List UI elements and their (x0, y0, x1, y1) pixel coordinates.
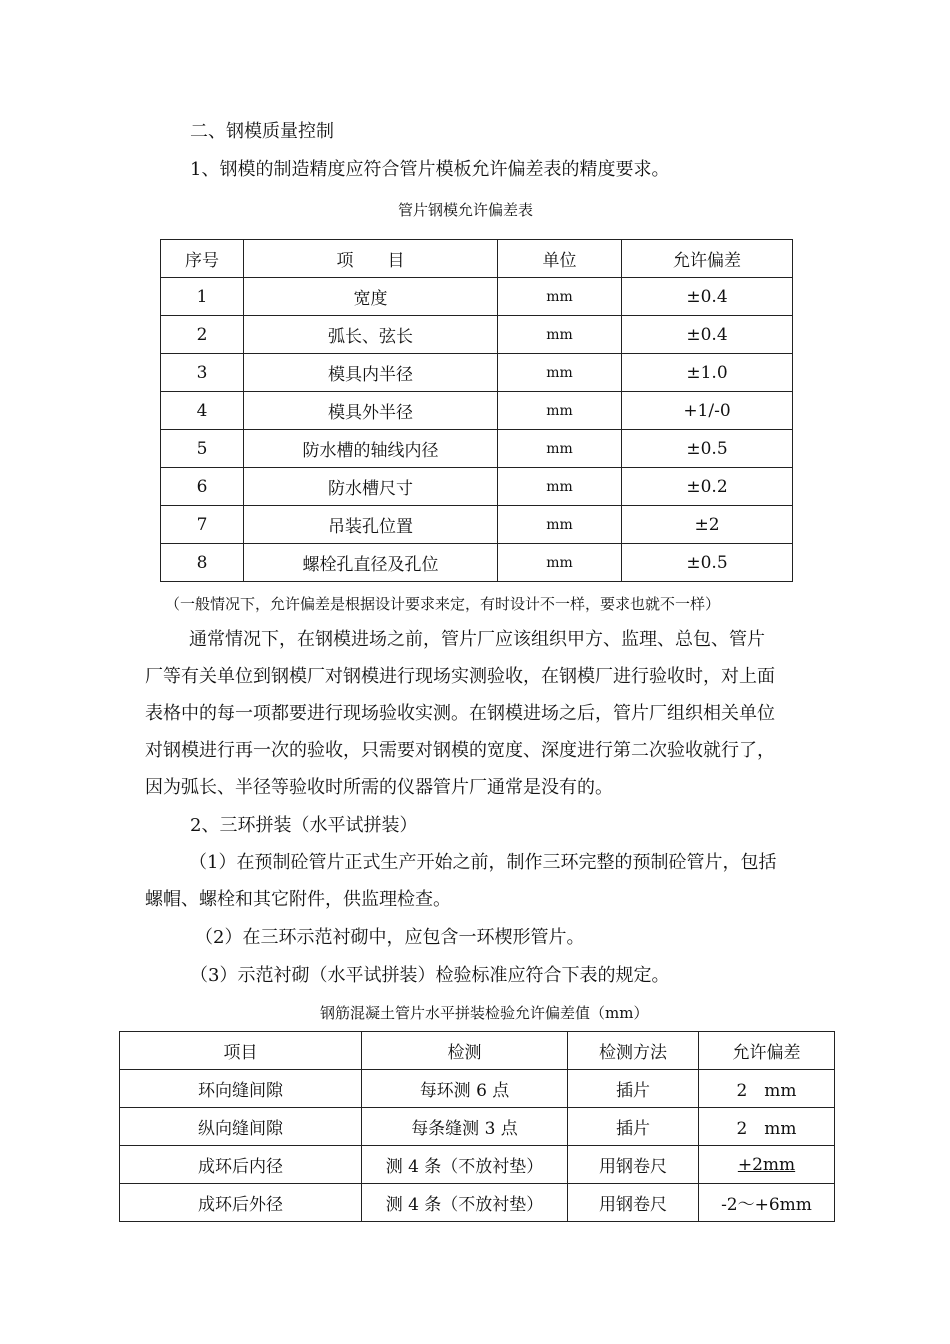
header-cell: 项目 (120, 1032, 362, 1070)
paragraph-line: 对钢模进行再一次的验收，只需要对钢模的宽度、深度进行第二次验收就行了， (145, 740, 775, 761)
tolerance-value: +2mm (737, 1154, 796, 1175)
row-index: 3 (161, 354, 244, 392)
sub-item-2: （2）在三环示范衬砌中，应包含一环楔形管片。 (195, 927, 585, 948)
row-tolerance: ±1.0 (622, 354, 793, 392)
row-item: 宽度 (244, 278, 498, 316)
table-row (120, 1146, 835, 1184)
row-unit: mm (498, 392, 622, 430)
row-item: 防水槽尺寸 (244, 468, 498, 506)
row-item: 模具内半径 (244, 354, 498, 392)
table-header-row (161, 240, 793, 278)
row-tolerance: +1/-0 (622, 392, 793, 430)
row-method: 插片 (568, 1108, 699, 1146)
header-cell: 允许偏差 (699, 1032, 835, 1070)
row-index: 7 (161, 506, 244, 544)
row-unit: mm (498, 544, 622, 582)
row-tolerance: ±0.4 (622, 278, 793, 316)
row-method: 用钢卷尺 (568, 1184, 699, 1222)
row-tolerance: ±2 (622, 506, 793, 544)
table-row (161, 392, 793, 430)
header-cell: 检测方法 (568, 1032, 699, 1070)
row-tolerance: -2～+6mm (699, 1184, 835, 1222)
row-unit: mm (498, 506, 622, 544)
table-row (161, 354, 793, 392)
paragraph-line: 因为弧长、半径等验收时所需的仪器管片厂通常是没有的。 (145, 777, 613, 798)
acceptance-paragraph (145, 621, 813, 806)
row-index: 8 (161, 544, 244, 582)
row-index: 5 (161, 430, 244, 468)
table-row (161, 430, 793, 468)
row-method: 用钢卷尺 (568, 1146, 699, 1184)
row-check: 每条缝测 3 点 (362, 1108, 568, 1146)
row-index: 4 (161, 392, 244, 430)
sub-item-1 (145, 844, 813, 918)
header-cell: 单位 (498, 240, 622, 278)
row-unit: mm (498, 430, 622, 468)
row-item: 成环后外径 (120, 1184, 362, 1222)
row-item: 成环后内径 (120, 1146, 362, 1184)
row-check: 测 4 条（不放衬垫） (362, 1146, 568, 1184)
row-check: 每环测 6 点 (362, 1070, 568, 1108)
row-item: 防水槽的轴线内径 (244, 430, 498, 468)
table-row (120, 1184, 835, 1222)
section-heading: 二、钢模质量控制 (190, 121, 334, 142)
header-cell: 允许偏差 (622, 240, 793, 278)
paragraph-line: 厂等有关单位到钢模厂对钢模进行现场实测验收，在钢模厂进行验收时，对上面 (145, 666, 775, 687)
row-index: 6 (161, 468, 244, 506)
table1-title: 管片钢模允许偏差表 (398, 201, 534, 219)
table-row (161, 468, 793, 506)
table-row (161, 278, 793, 316)
sub-item-1-line: 螺帽、螺栓和其它附件，供监理检查。 (145, 889, 451, 910)
row-unit: mm (498, 468, 622, 506)
sub-item-1-line: （1）在预制砼管片正式生产开始之前，制作三环完整的预制砼管片，包括 (189, 852, 777, 873)
row-item: 弧长、弦长 (244, 316, 498, 354)
table-row (120, 1070, 835, 1108)
steel-mold-tolerance-table (160, 239, 793, 582)
row-tolerance: ±0.2 (622, 468, 793, 506)
row-tolerance: ±0.4 (622, 316, 793, 354)
paragraph-line: 表格中的每一项都要进行现场验收实测。在钢模进场之后，管片厂组织相关单位 (145, 703, 775, 724)
row-item: 环向缝间隙 (120, 1070, 362, 1108)
paragraph-line: 通常情况下，在钢模进场之前，管片厂应该组织甲方、监理、总包、管片 (189, 629, 765, 650)
table-row (161, 316, 793, 354)
row-index: 2 (161, 316, 244, 354)
row-index: 1 (161, 278, 244, 316)
row-tolerance: ±0.5 (622, 544, 793, 582)
row-tolerance: 2 mm (699, 1108, 835, 1146)
table-row (120, 1108, 835, 1146)
row-item: 吊装孔位置 (244, 506, 498, 544)
row-item: 螺栓孔直径及孔位 (244, 544, 498, 582)
row-method: 插片 (568, 1070, 699, 1108)
row-item: 模具外半径 (244, 392, 498, 430)
row-unit: mm (498, 354, 622, 392)
ring-assembly-tolerance-table (119, 1031, 835, 1222)
row-item: 纵向缝间隙 (120, 1108, 362, 1146)
header-cell: 项 目 (244, 240, 498, 278)
row-unit: mm (498, 278, 622, 316)
row-tolerance: 2 mm (699, 1070, 835, 1108)
sub-item-3: （3）示范衬砌（水平试拼装）检验标准应符合下表的规定。 (190, 965, 670, 986)
table2-title: 钢筋混凝土管片水平拼装检验允许偏差值（mm） (320, 1004, 649, 1022)
item-2-heading: 2、三环拼装（水平试拼装） (190, 815, 418, 836)
row-tolerance (699, 1146, 835, 1184)
table-row (161, 544, 793, 582)
header-cell: 序号 (161, 240, 244, 278)
row-unit: mm (498, 316, 622, 354)
item-1-text: 1、钢模的制造精度应符合管片模板允许偏差表的精度要求。 (190, 159, 670, 180)
row-check: 测 4 条（不放衬垫） (362, 1184, 568, 1222)
header-cell: 检测 (362, 1032, 568, 1070)
table1-note: （一般情况下，允许偏差是根据设计要求来定，有时设计不一样，要求也就不一样） (165, 595, 721, 613)
row-tolerance: ±0.5 (622, 430, 793, 468)
table-header-row (120, 1032, 835, 1070)
table-row (161, 506, 793, 544)
